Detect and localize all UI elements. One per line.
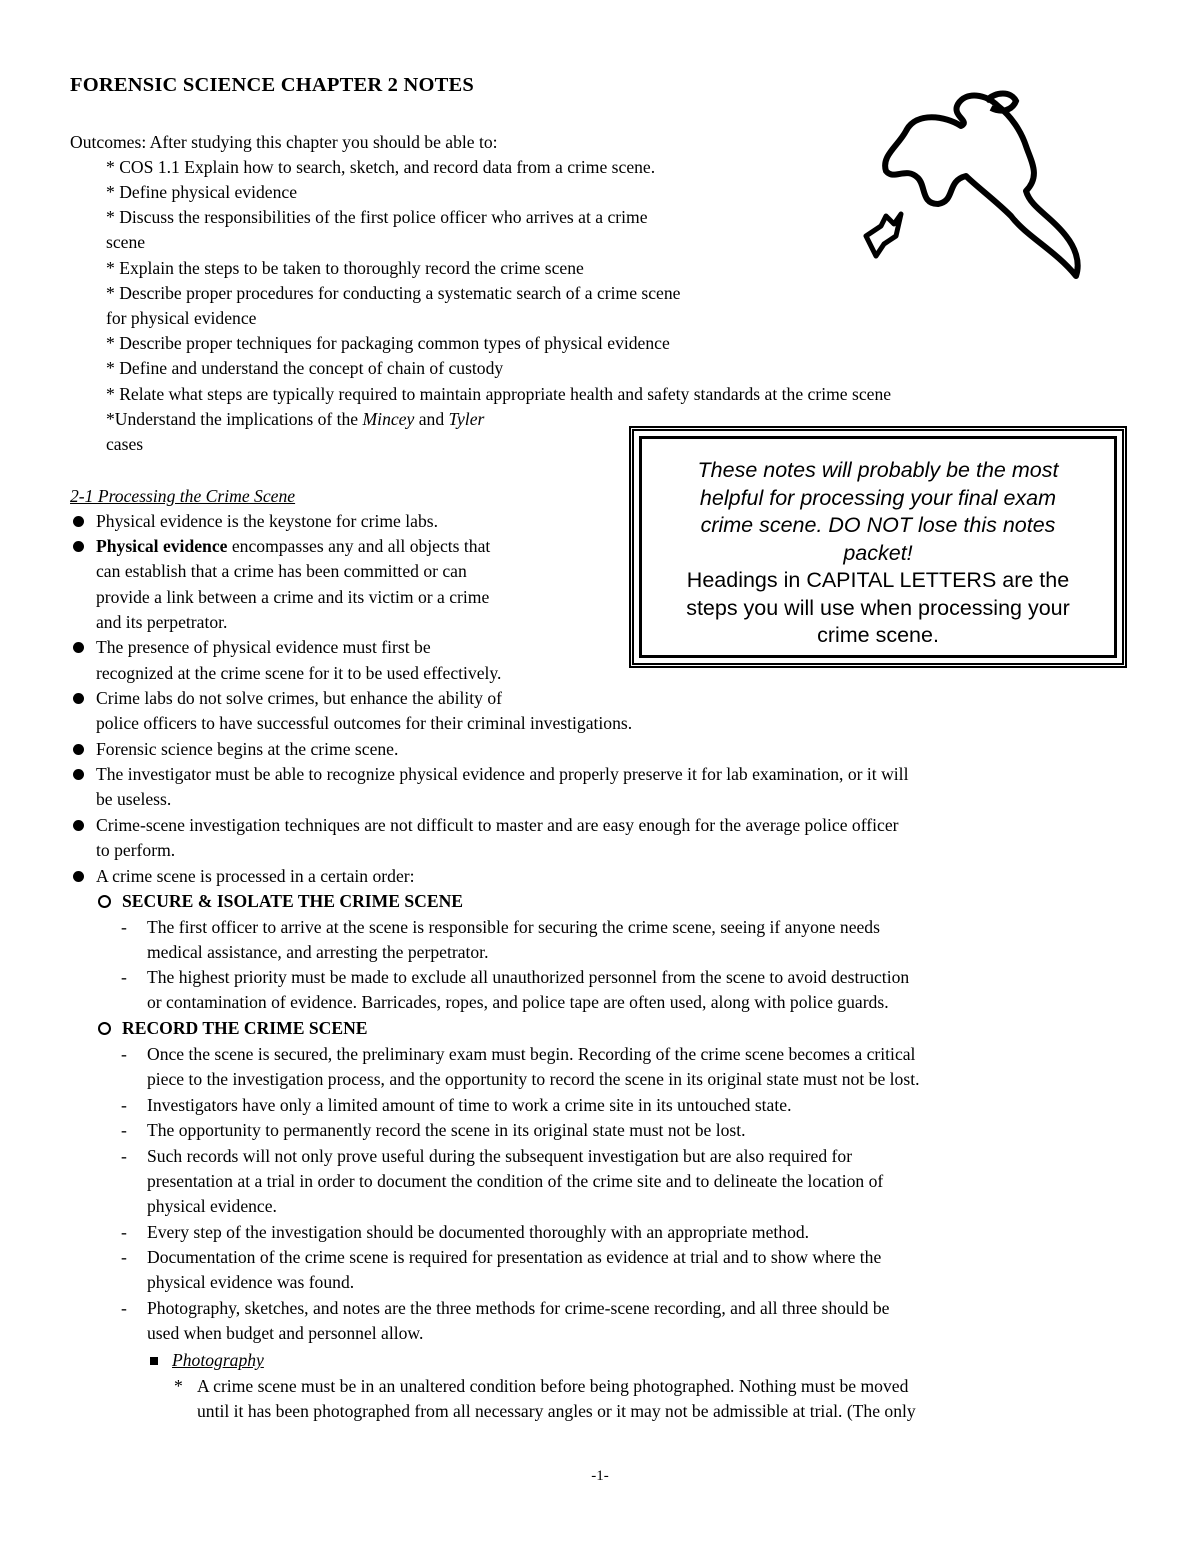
- dash-marker: -: [121, 1298, 127, 1318]
- dash-marker: -: [121, 917, 127, 937]
- bullet-icon: [73, 744, 84, 755]
- bullet-icon: [73, 642, 84, 653]
- outcome-item: for physical evidence: [106, 308, 257, 328]
- callout-line: crime scene.: [817, 623, 939, 647]
- bullet-text: Crime-scene investigation techniques are not difficult to master and are easy enough for the average police officer: [96, 815, 899, 835]
- bullet-icon: [73, 871, 84, 882]
- page-number: -1-: [591, 1468, 609, 1484]
- bullet-text: Crime labs do not solve crimes, but enhance the ability of: [96, 688, 503, 708]
- understand-prefix: *Understand the implications of the: [106, 409, 363, 429]
- dash-text: Investigators have only a limited amount of time to work a crime site in its untouched state.: [147, 1095, 792, 1115]
- bullet-text-cont: be useless.: [96, 789, 172, 809]
- dash-text: Such records will not only prove useful during the subsequent investigation but are also required for: [147, 1146, 853, 1166]
- photography-heading: Photography: [172, 1350, 264, 1370]
- dash-text: Photography, sketches, and notes are the three methods for crime-scene recording, and all three should be: [147, 1298, 890, 1318]
- page-title: FORENSIC SCIENCE CHAPTER 2 NOTES: [70, 74, 474, 96]
- bullet-text: Physical evidence is the keystone for crime labs.: [96, 511, 438, 531]
- section-heading: 2-1 Processing the Crime Scene: [70, 486, 296, 506]
- dash-text: The highest priority must be made to exclude all unauthorized personnel from the scene to avoid destruction: [147, 967, 910, 987]
- callout-italic-line: crime scene. DO NOT lose this notes: [700, 513, 1056, 537]
- bullet-icon: [73, 541, 84, 552]
- bullet-icon: [73, 693, 84, 704]
- dash-text: The first officer to arrive at the scene is responsible for securing the crime scene, seeing if anyone needs: [147, 917, 880, 937]
- dash-marker: -: [121, 1146, 127, 1166]
- callout-line: steps you will use when processing your: [686, 595, 1070, 620]
- bullet-text-rest: encompasses any and all objects that: [227, 536, 491, 556]
- outcome-item: * Define physical evidence: [106, 182, 298, 202]
- dash-text-cont: presentation at a trial in order to document the condition of the crime site and to delineate the location of: [147, 1171, 884, 1191]
- bullet-text: A crime scene is processed in a certain order:: [96, 866, 415, 886]
- circle-bullet-icon: [98, 1022, 111, 1035]
- callout-text: [639, 436, 1117, 658]
- chalk-outline-illustration: [826, 86, 1106, 286]
- bullet-text-cont: can establish that a crime has been committed or can: [96, 561, 467, 581]
- bullet-icon: [73, 820, 84, 831]
- bullet-icon: [73, 516, 84, 527]
- bullet-text: [96, 534, 490, 559]
- dash-text-cont: medical assistance, and arresting the perpetrator.: [147, 942, 489, 962]
- dash-text: Documentation of the crime scene is required for presentation as evidence at trial and to show where the: [147, 1247, 882, 1267]
- bullet-icon: [73, 769, 84, 780]
- dash-text-cont: physical evidence was found.: [147, 1272, 355, 1292]
- outcome-item: * Describe proper techniques for packaging common types of physical evidence: [106, 333, 670, 353]
- bullet-text-cont: provide a link between a crime and its victim or a crime: [96, 587, 490, 607]
- step-heading-secure: SECURE & ISOLATE THE CRIME SCENE: [122, 891, 464, 911]
- square-bullet-icon: [150, 1357, 158, 1365]
- outcome-item: * Relate what steps are typically required to maintain appropriate health and safety standards at the crime scene: [106, 384, 892, 404]
- case-mincey: Mincey: [362, 409, 415, 429]
- outcomes-intro: Outcomes: After studying this chapter you should be able to:: [70, 132, 498, 152]
- outcome-item: * Discuss the responsibilities of the first police officer who arrives at a crime: [106, 207, 648, 227]
- outcome-item: * COS 1.1 Explain how to search, sketch, and record data from a crime scene.: [106, 157, 656, 177]
- callout-italic-line: These notes will probably be the most: [697, 458, 1059, 482]
- case-tyler: Tyler: [448, 409, 485, 429]
- callout-line: Headings in CAPITAL LETTERS are the: [686, 568, 1070, 592]
- outcome-item-cases-cont: cases: [106, 434, 144, 454]
- dash-marker: -: [121, 1120, 127, 1140]
- dash-marker: -: [121, 1222, 127, 1242]
- bullet-text: The investigator must be able to recognize physical evidence and properly preserve it for lab examination, or it will: [96, 764, 909, 784]
- bullet-text: Forensic science begins at the crime scene.: [96, 739, 399, 759]
- dash-text-cont: piece to the investigation process, and the opportunity to record the scene in its original state must not be lost.: [147, 1069, 920, 1089]
- dash-text: Every step of the investigation should be documented thoroughly with an appropriate method.: [147, 1222, 810, 1242]
- physical-evidence-term: Physical evidence: [96, 536, 228, 556]
- bullet-text-cont: police officers to have successful outcomes for their criminal investigations.: [96, 713, 633, 733]
- callout-italic-line: helpful for processing your final exam: [699, 485, 1057, 510]
- outcome-item: * Define and understand the concept of chain of custody: [106, 358, 504, 378]
- star-text-cont: until it has been photographed from all necessary angles or it may not be admissible at trial. (The only: [197, 1401, 916, 1421]
- bullet-text-cont: to perform.: [96, 840, 176, 860]
- circle-bullet-icon: [98, 895, 111, 908]
- dash-marker: -: [121, 967, 127, 987]
- star-text: A crime scene must be in an unaltered condition before being photographed. Nothing must be moved: [197, 1376, 909, 1396]
- dash-text-cont: physical evidence.: [147, 1196, 277, 1216]
- notes-callout-box: [629, 426, 1127, 668]
- dash-text: Once the scene is secured, the preliminary exam must begin. Recording of the crime scene becomes a critical: [147, 1044, 916, 1064]
- step-heading-record: RECORD THE CRIME SCENE: [122, 1018, 368, 1038]
- outcome-item: * Explain the steps to be taken to thoroughly record the crime scene: [106, 258, 584, 278]
- dash-marker: -: [121, 1044, 127, 1064]
- bullet-text: The presence of physical evidence must first be: [96, 637, 431, 657]
- dash-text-cont: used when budget and personnel allow.: [147, 1323, 424, 1343]
- outcome-item: scene: [106, 232, 146, 252]
- dash-text-cont: or contamination of evidence. Barricades, ropes, and police tape are often used, along with police guards.: [147, 992, 889, 1012]
- callout-italic-line: packet!: [843, 540, 913, 565]
- dash-marker: -: [121, 1247, 127, 1267]
- dash-marker: -: [121, 1095, 127, 1115]
- star-marker: *: [174, 1376, 183, 1396]
- bullet-text-cont: and its perpetrator.: [96, 612, 228, 632]
- bullet-text-cont: recognized at the crime scene for it to be used effectively.: [96, 663, 502, 683]
- outcome-item: * Describe proper procedures for conducting a systematic search of a crime scene: [106, 283, 681, 303]
- and-word: and: [414, 409, 449, 429]
- outcome-item-cases: [106, 407, 484, 432]
- dash-text: The opportunity to permanently record the scene in its original state must not be lost.: [147, 1120, 746, 1140]
